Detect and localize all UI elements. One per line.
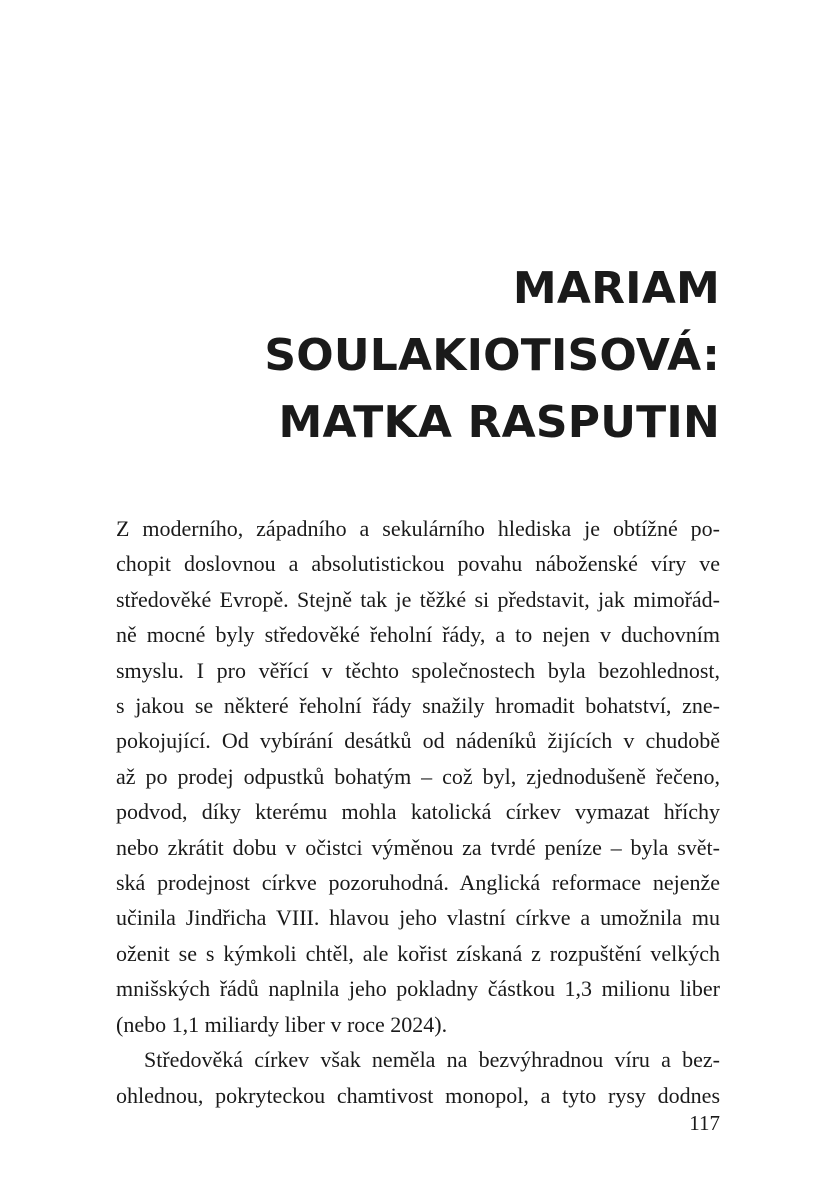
text-line: oženit se s kýmkoli chtěl, ale kořist získaná z rozpuštění velkých — [116, 940, 720, 966]
text-line: chopit doslovnou a absolutistickou povahu náboženské víry ve — [116, 551, 720, 577]
text-line: Středověká církev však neměla na bezvýhradnou víru a bez- — [144, 1047, 720, 1073]
text-line: mnišských řádů naplnila jeho pokladny částkou 1,3 milionu liber — [116, 976, 720, 1002]
text-line: podvod, díky kterému mohla katolická církev vymazat hříchy — [116, 799, 720, 825]
text-line: ská prodejnost církve pozoruhodná. Anglická reformace nejenže — [116, 870, 720, 896]
page-number: 117 — [689, 1111, 720, 1135]
text-line: pokojující. Od vybírání desátků od nádeníků žijících v chudobě — [116, 728, 720, 754]
text-line: ohlednou, pokryteckou chamtivost monopol, a tyto rysy dodnes — [116, 1082, 720, 1108]
text-line: s jakou se některé řeholní řády snažily hromadit bohatství, zne- — [116, 693, 720, 719]
text-line: (nebo 1,1 miliardy liber v roce 2024). — [116, 1011, 448, 1037]
paragraph-1 — [116, 511, 720, 1042]
text-line: středověké Evropě. Stejně tak je těžké si představit, jak mimořád- — [116, 586, 720, 612]
body-text — [116, 511, 720, 1113]
chapter-title-line-2: SOULAKIOTISOVÁ: — [264, 330, 720, 381]
paragraph-2 — [116, 1042, 720, 1113]
chapter-title-line-3: MATKA RASPUTIN — [278, 397, 720, 448]
text-line: Z moderního, západního a sekulárního hlediska je obtížné po- — [116, 516, 720, 541]
text-line: smyslu. I pro věřící v těchto společnostech byla bezohlednost, — [116, 657, 720, 683]
text-line: nebo zkrátit dobu v očistci výměnou za tvrdé peníze – byla svět- — [116, 834, 720, 860]
text-line: učinila Jindřicha VIII. hlavou jeho vlastní církve a umožnila mu — [116, 905, 720, 931]
text-line: ně mocné byly středověké řeholní řády, a to nejen v duchovním — [116, 622, 720, 648]
text-line: až po prodej odpustků bohatým – což byl, zjednodušeně řečeno, — [116, 763, 720, 789]
chapter-title — [264, 255, 720, 456]
chapter-title-line-1: MARIAM — [512, 263, 720, 314]
